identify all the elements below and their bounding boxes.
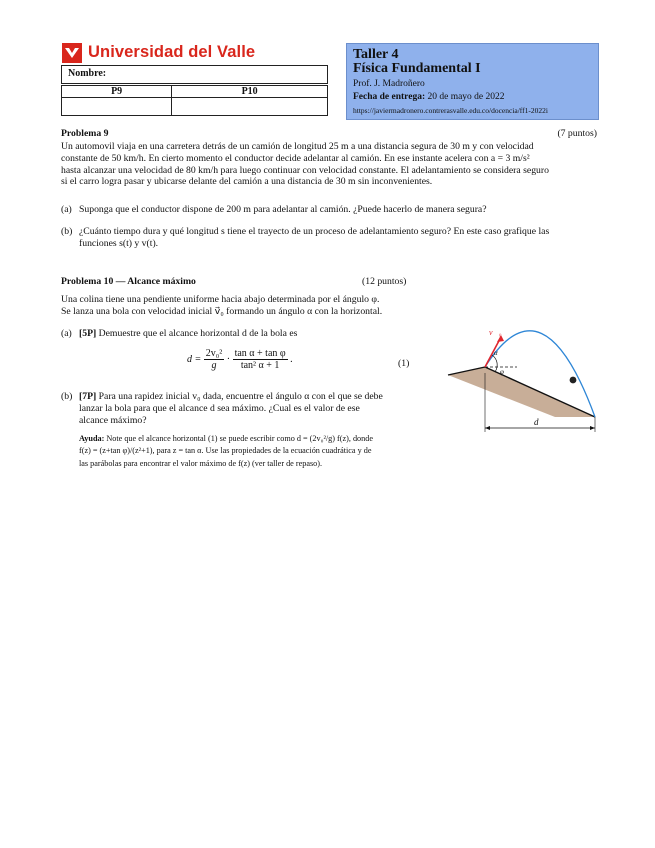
grade-header-p10: P10	[172, 86, 328, 98]
grade-cell-p10[interactable]	[172, 98, 328, 116]
problem-9-line: si el carro logra pasar y ubicarse delante del camión a una distancia de 30 m sin inconvenientes.	[61, 176, 433, 188]
eq-fraction-2	[233, 348, 288, 371]
eq-den2: tan² α + 1	[240, 360, 280, 371]
assignment-title: Taller 4	[353, 47, 399, 62]
problem-9b-label: (b)	[61, 226, 73, 237]
assignment-info-box	[346, 43, 599, 120]
equation-number: (1)	[398, 358, 410, 369]
alpha-label: α	[494, 349, 498, 357]
problem-9-line: Un automovil viaja en una carretera detrás de un camión de longitud 25 m a una distancia segura de 30 m y con velocidad	[61, 141, 534, 152]
problem-10-intro	[61, 294, 416, 318]
eq-num2: tan α + tan φ	[234, 348, 286, 359]
eq-den1: g	[211, 360, 217, 371]
grade-cell-p9[interactable]	[62, 98, 172, 116]
hint-line: f(z) = (z+tan φ)/(z²+1), para z = tan α. Use las propiedades de la ecuación cuadrática y de	[79, 446, 372, 456]
problem-10b-line	[79, 391, 417, 403]
distance-label: d	[534, 417, 539, 427]
ball-icon	[570, 377, 577, 384]
hint-line1: Note que el alcance horizontal (1) se puede escribir como d = (2v₀²/g) f(z), donde	[106, 434, 373, 443]
problem-9a-label: (a)	[61, 204, 72, 215]
problem-10-intro-line: Una colina tiene una pendiente uniforme hacia abajo determinada por el ángulo φ.	[61, 294, 380, 305]
name-field[interactable]	[61, 65, 328, 84]
problem-9-statement	[61, 141, 596, 188]
eq-num1: 2v₀²	[205, 348, 223, 359]
problem-10a-label: (a)	[61, 328, 72, 339]
problem-10b-text	[79, 391, 417, 426]
grade-header-p9: P9	[62, 86, 172, 98]
problem-10a-text	[79, 328, 419, 340]
hint-line	[79, 433, 419, 445]
hint-line: las parábolas para encontrar el valor máximo de f(z) (ver taller de repaso).	[79, 458, 323, 468]
eq-fraction-1	[204, 348, 224, 371]
problem-9b-line: ¿Cuánto tiempo dura y qué longitud s tiene el trayecto de un proceso de adelantamiento seguro? En este caso grafique las	[79, 226, 550, 237]
problem-10b-line1: Para una rapidez inicial v₀ dada, encuentre el ángulo α con el que se debe	[98, 391, 383, 402]
distance-right-arrowhead-icon	[590, 426, 595, 430]
eq-dot: ·	[226, 353, 231, 365]
problem-10b-line: alcance máximo?	[79, 414, 147, 426]
course-name: Física Fundamental I	[353, 61, 481, 76]
grade-table	[61, 85, 328, 116]
problem-10-title: Problema 10 — Alcance máximo	[61, 276, 196, 287]
slope-hill-shape	[448, 367, 595, 417]
problem-9-title: Problema 9	[61, 128, 109, 139]
problem-10-points: (12 puntos)	[362, 276, 407, 287]
phi-label: φ	[500, 368, 504, 376]
hint-label: Ayuda:	[79, 434, 105, 443]
due-date: Fecha de entrega: 20 de mayo de 2022	[353, 92, 505, 102]
distance-left-arrowhead-icon	[485, 426, 490, 430]
problem-9a-text: Suponga que el conductor dispone de 200 m para adelantar al camión. ¿Puede hacerlo de manera segura?	[79, 204, 487, 215]
eq-end: .	[290, 353, 293, 365]
problem-10-intro-line: Se lanza una bola con velocidad inicial v⃗₀ formando un ángulo α con la horizontal.	[61, 305, 383, 317]
name-label: Nombre:	[68, 68, 107, 79]
projectile-slope-figure	[445, 325, 605, 435]
problem-9b-line: funciones s(t) y v(t).	[79, 237, 159, 249]
eq-lhs: d =	[187, 353, 202, 365]
problem-10a-points-tag: [5P]	[79, 328, 97, 339]
problem-9-line: hasta alcanzar una velocidad de 80 km/h para luego continuar con velocidad constante. El adelantamiento se considera seguro	[61, 164, 549, 176]
problem-9-line: constante de 50 km/h. En cierto momento el conductor decide adelantar al camión. En ese instante acelera con a = 3 m/s²	[61, 152, 530, 164]
problem-9-points: (7 puntos)	[557, 128, 597, 139]
hint-block	[79, 433, 419, 470]
problem-9b-text	[79, 226, 597, 250]
problem-10b-line: lanzar la bola para que el alcance d sea máximo. ¿Cual es el valor de ese	[79, 402, 360, 414]
equation-range	[187, 348, 293, 371]
university-logo-icon	[62, 43, 82, 63]
problem-10b-label: (b)	[61, 391, 73, 402]
professor: Prof. J. Madroñero	[353, 79, 425, 89]
university-name: Universidad del Valle	[88, 43, 256, 61]
velocity-label: v⃗₀	[489, 328, 502, 337]
course-url[interactable]: https://javiermadronero.contrerasvalle.edu.co/docencia/ff1-2022i	[353, 106, 548, 115]
problem-10a-statement: Demuestre que el alcance horizontal d de la bola es	[98, 328, 298, 339]
problem-10b-points-tag: [7P]	[79, 391, 97, 402]
